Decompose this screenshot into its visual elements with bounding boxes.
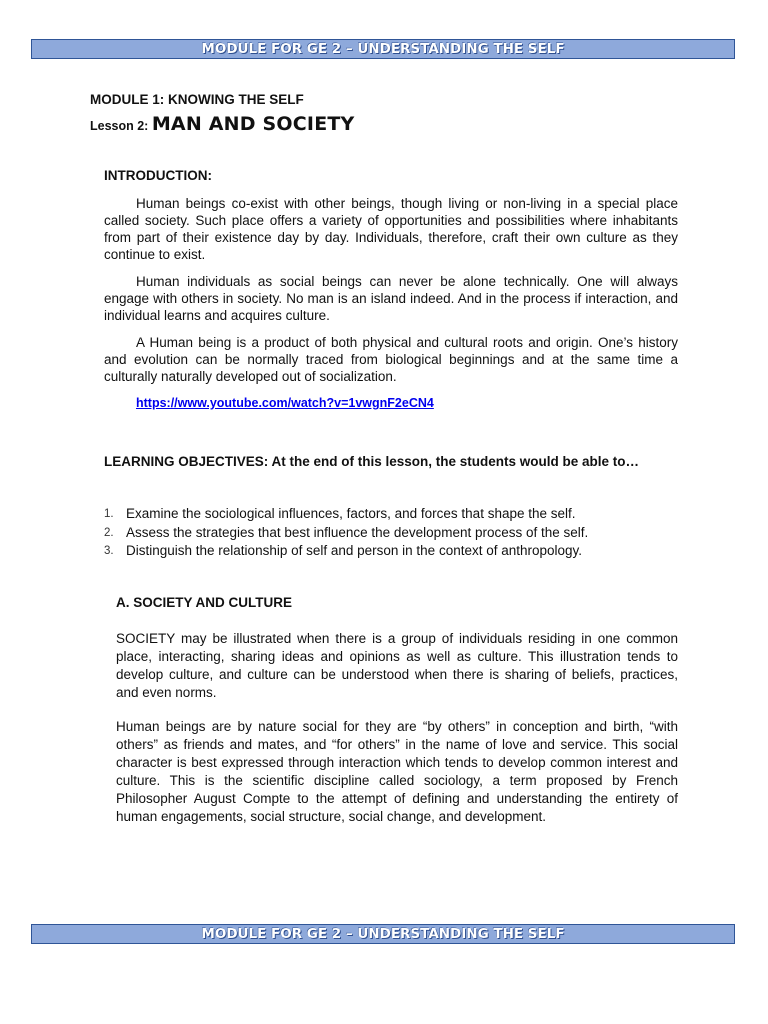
list-item-text: Examine the sociological influences, factors, and forces that shape the self. [126, 506, 576, 521]
list-item-text: Distinguish the relationship of self and person in the context of anthropology. [126, 543, 583, 558]
society-and-culture-heading: A. SOCIETY AND CULTURE [116, 595, 293, 610]
intro-paragraph-1: Human beings co-exist with other beings, though living or non-living in a special place called society. Such place offers a variety of opportunities and possibilities where inhabitants from part of their existence day by day. Individuals, therefore, craft their own culture as they continue to exist. [104, 196, 678, 262]
list-item [104, 524, 678, 543]
list-item [104, 542, 678, 561]
lesson-title: MAN AND SOCIETY [151, 113, 355, 135]
list-item-number: 2. [104, 526, 114, 539]
list-item-number: 3. [104, 545, 114, 557]
introduction-heading: INTRODUCTION: [104, 168, 212, 183]
intro-paragraph-2: Human individuals as social beings can never be alone technically. One will always engage with others in society. No man is an island indeed. And in the process if interaction, and individual learns and acquires culture. [104, 274, 678, 323]
learning-objectives-heading: LEARNING OBJECTIVES: At the end of this lesson, the students would be able to… [104, 454, 640, 469]
society-paragraph-1: SOCIETY may be illustrated when there is a group of individuals residing in one common place, interacting, sharing ideas and opinions as well as culture. This illustration tends to develop culture, and culture can be understood when there is sharing of beliefs, practices, and even norms. [116, 631, 678, 700]
module-title: MODULE 1: KNOWING THE SELF [90, 92, 304, 107]
list-item [104, 505, 678, 524]
footer-banner: MODULE FOR GE 2 – UNDERSTANDING THE SELF [31, 924, 735, 944]
youtube-link[interactable]: https://www.youtube.com/watch?v=1vwgnF2eCN4 [136, 396, 434, 410]
objectives-list [104, 505, 678, 561]
society-paragraph-2: Human beings are by nature social for they are “by others” in conception and birth, “with others” as friends and mates, and “for others” in the name of love and service. This social character is best expressed through interaction which tends to develop common interest and culture. This is the scientific discipline called sociology, a term proposed by French Philosopher August Compte to the attempt of defining and understanding the entirety of human engagements, social structure, social change, and development. [116, 719, 678, 824]
list-item-number: 1. [104, 508, 114, 520]
header-banner: MODULE FOR GE 2 – UNDERSTANDING THE SELF [31, 39, 735, 59]
lesson-prefix: Lesson 2: [90, 119, 152, 133]
intro-paragraph-3: A Human being is a product of both physical and cultural roots and origin. One’s history and evolution can be normally traced from biological beginnings and at the same time a culturally naturally developed out of socialization. [104, 335, 678, 384]
list-item-text: Assess the strategies that best influence the development process of the self. [126, 524, 589, 540]
lesson-heading [90, 112, 355, 138]
